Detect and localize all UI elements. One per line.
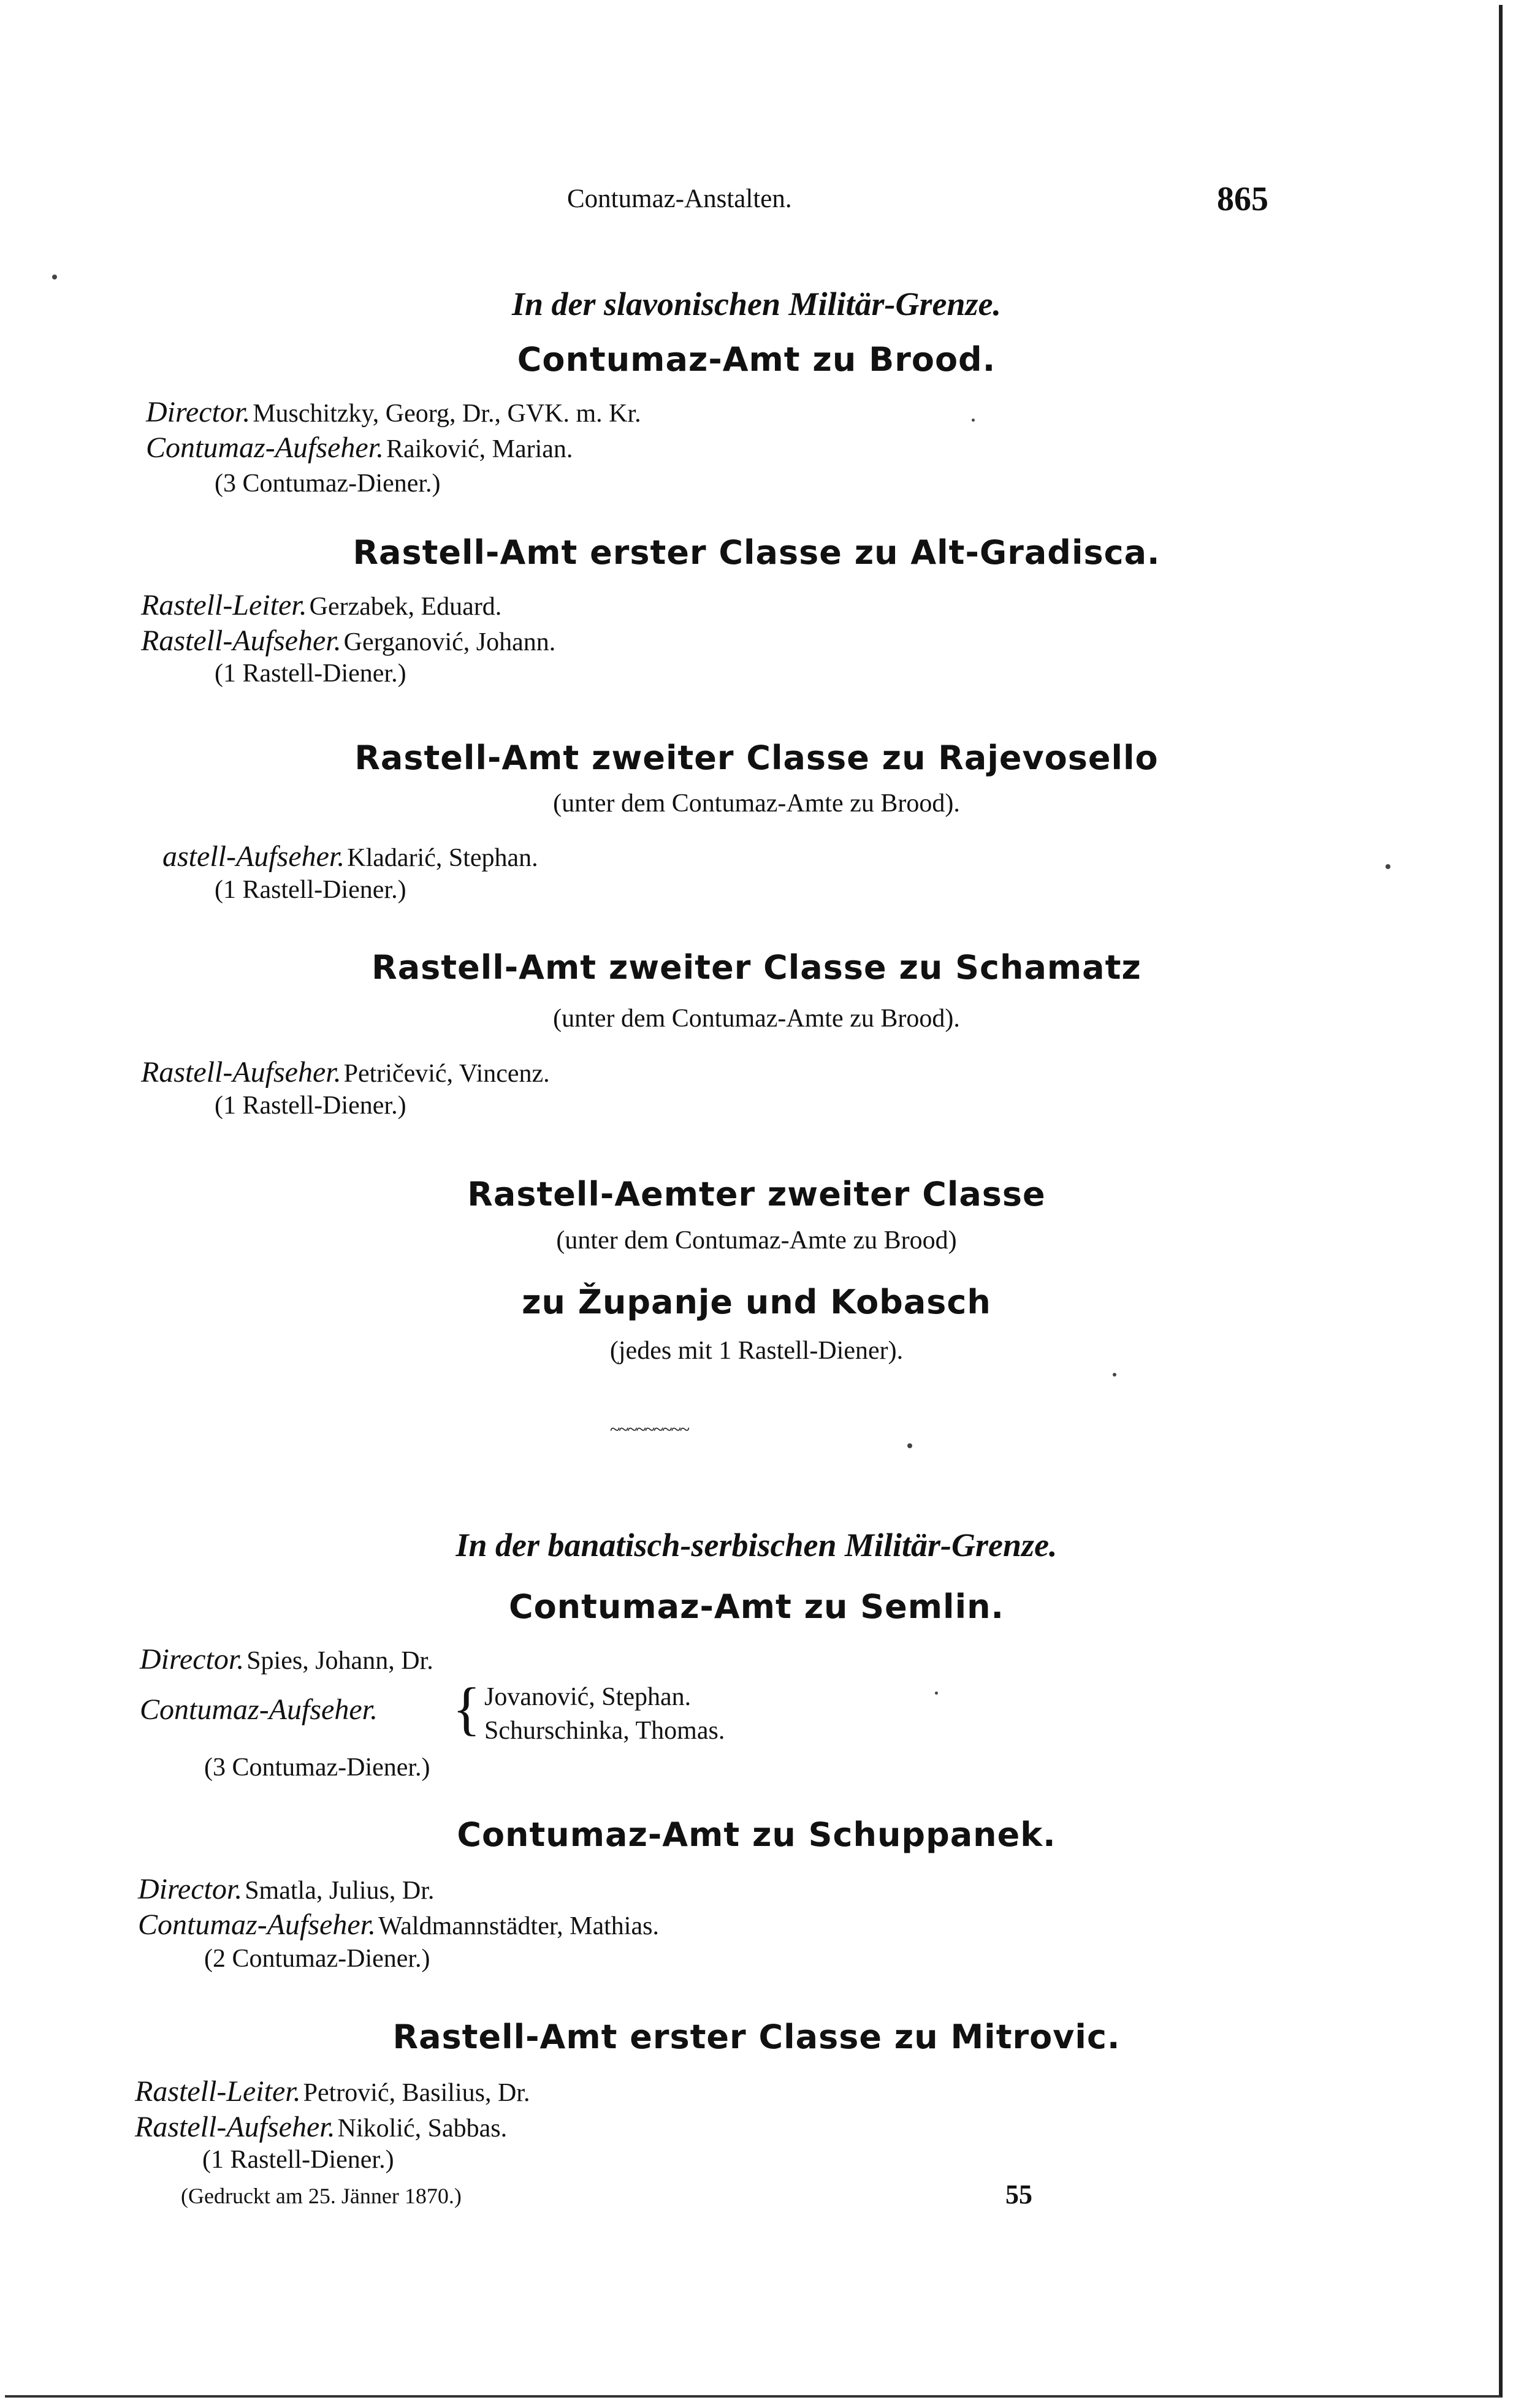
office-title-brood: Contumaz-Amt zu Brood. — [517, 340, 996, 379]
staff-note-mitrovic: (1 Rastell-Diener.) — [202, 2146, 394, 2174]
person-name: Raiković, Marian. — [386, 435, 573, 463]
print-note: (Gedruckt am 25. Jänner 1870.) — [181, 2184, 462, 2208]
scan-speck — [52, 275, 57, 279]
role-label: Rastell-Aufseher. — [141, 1056, 341, 1088]
role-label: Rastell-Aufseher. — [135, 2111, 335, 2143]
role-label: Contumaz-Aufseher. — [146, 431, 384, 464]
staff-note-rajevosello: (1 Rastell-Diener.) — [215, 876, 406, 904]
scan-speck — [935, 1692, 938, 1695]
office-title-rastell-aemter: Rastell-Aemter zweiter Classe — [467, 1175, 1046, 1213]
scan-speck — [1385, 864, 1390, 869]
scan-speck — [1113, 1373, 1116, 1377]
person-name: Jovanović, Stephan. — [484, 1683, 692, 1711]
office-subtitle-rajevosello: (unter dem Contumaz-Amte zu Brood). — [553, 789, 960, 818]
person-name: Nikolić, Sabbas. — [337, 2114, 508, 2143]
person-name: Spies, Johann, Dr. — [246, 1647, 433, 1675]
person-name: Petrović, Basilius, Dr. — [303, 2079, 530, 2107]
entry-aufseher-brood — [146, 431, 573, 465]
staff-note-schamatz: (1 Rastell-Diener.) — [215, 1092, 406, 1120]
person-name: Muschitzky, Georg, Dr., GVK. m. Kr. — [253, 400, 641, 428]
page-number: 865 — [1217, 180, 1268, 218]
entry-director-semlin — [140, 1643, 433, 1676]
ornamental-divider: ~~~~~~~~~ — [610, 1419, 689, 1440]
role-label: Director. — [138, 1873, 243, 1905]
entry-aufseher-schuppanek — [138, 1908, 659, 1942]
office-title-alt-gradisca: Rastell-Amt erster Classe zu Alt-Gradisca. — [353, 533, 1160, 572]
role-label: Director. — [140, 1643, 245, 1676]
entry-leiter-mitrovic — [135, 2075, 530, 2108]
office-title-semlin: Contumaz-Amt zu Semlin. — [508, 1587, 1005, 1626]
entry-aufseher-alt-gradisca — [141, 624, 555, 658]
role-label: Contumaz-Aufseher. — [138, 1909, 376, 1941]
staff-note-brood: (3 Contumaz-Diener.) — [215, 469, 441, 498]
office-title-mitrovic: Rastell-Amt erster Classe zu Mitrovic. — [392, 2018, 1121, 2056]
running-title: Contumaz-Anstalten. — [567, 184, 792, 213]
person-name: Schurschinka, Thomas. — [484, 1717, 725, 1745]
person-name: Kladarić, Stephan. — [347, 844, 538, 872]
brace-bracket: { — [452, 1676, 481, 1741]
entry-director-schuppanek — [138, 1872, 434, 1906]
role-label-aufseher-semlin: Contumaz-Aufseher. — [140, 1693, 378, 1726]
person-name: Gerganović, Johann. — [343, 628, 556, 656]
entry-aufseher-mitrovic — [135, 2110, 507, 2144]
role-label: Rastell-Leiter. — [135, 2075, 301, 2108]
role-label: Rastell-Leiter. — [141, 589, 307, 621]
staff-note-semlin: (3 Contumaz-Diener.) — [204, 1753, 430, 1782]
region-heading-banat: In der banatisch-serbischen Militär-Grenze. — [455, 1527, 1058, 1563]
office-title-schamatz: Rastell-Amt zweiter Classe zu Schamatz — [372, 948, 1141, 987]
entry-aufseher-schamatz — [141, 1055, 550, 1089]
office-title-schuppanek: Contumaz-Amt zu Schuppanek. — [457, 1815, 1056, 1854]
person-name: Smatla, Julius, Dr. — [245, 1877, 435, 1905]
office-subtitle-rastell-aemter: (unter dem Contumaz-Amte zu Brood) — [556, 1226, 957, 1255]
office-title-rajevosello: Rastell-Amt zweiter Classe zu Rajevosello — [354, 739, 1159, 777]
entry-leiter-alt-gradisca — [141, 588, 501, 622]
role-label: Director. — [146, 396, 251, 428]
office-subtitle-zupanje-kobasch: (jedes mit 1 Rastell-Diener). — [609, 1337, 904, 1365]
entry-aufseher-rajevosello — [162, 840, 538, 873]
entry-director-brood — [146, 395, 641, 429]
office-subtitle-schamatz: (unter dem Contumaz-Amte zu Brood). — [553, 1005, 960, 1033]
region-heading-slavonian: In der slavonischen Militär-Grenze. — [511, 286, 1002, 322]
person-name: Petričević, Vincenz. — [343, 1060, 550, 1088]
signature-mark: 55 — [1005, 2179, 1032, 2209]
scan-speck — [972, 419, 975, 422]
person-name: Gerzabek, Eduard. — [309, 593, 502, 621]
role-label: Rastell-Aufseher. — [141, 625, 341, 657]
person-name: Waldmannstädter, Mathias. — [378, 1912, 659, 1940]
role-label: astell-Aufseher. — [162, 840, 345, 873]
staff-note-schuppanek: (2 Contumaz-Diener.) — [204, 1945, 430, 1973]
staff-note-alt-gradisca: (1 Rastell-Diener.) — [215, 659, 406, 688]
scan-speck — [907, 1443, 912, 1448]
office-title-zupanje-kobasch: zu Županje und Kobasch — [522, 1283, 991, 1321]
